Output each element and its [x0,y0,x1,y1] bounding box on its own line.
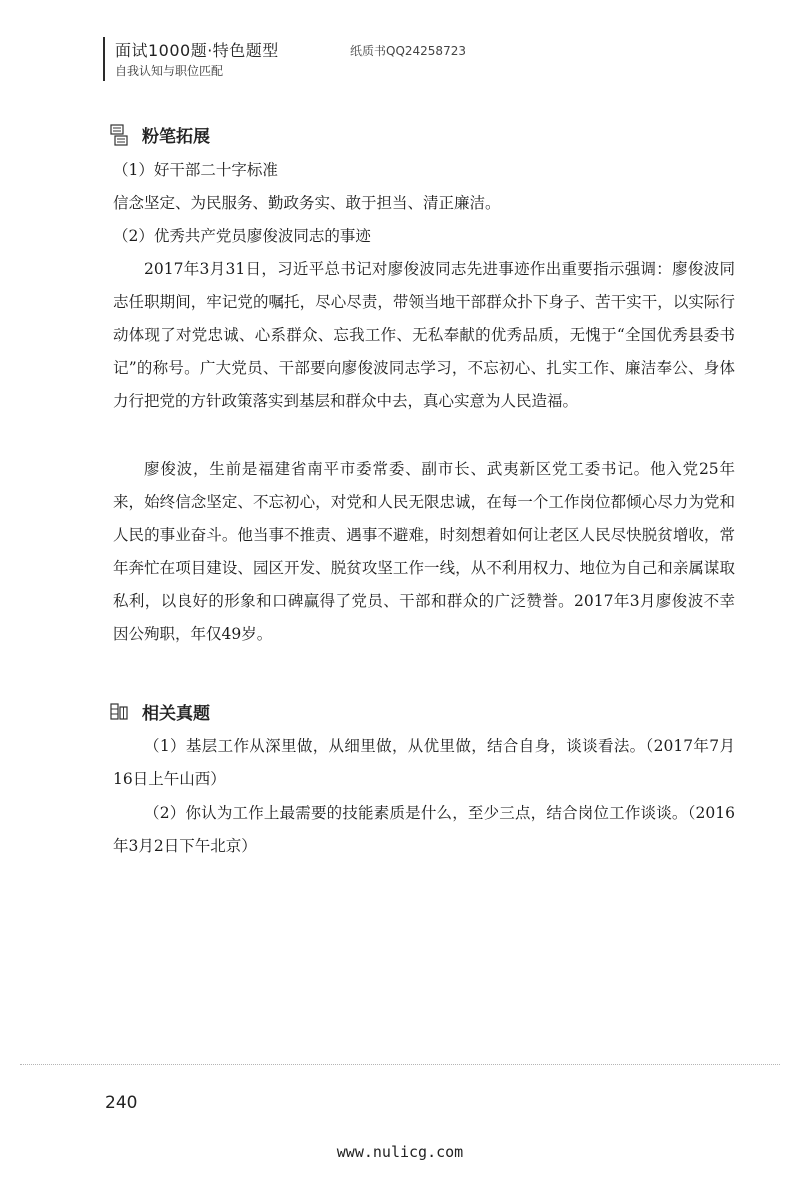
running-header-subtitle: 自我认知与职位匹配 [115,64,224,78]
item1-text: 信念坚定、为民服务、勤政务实、敢于担当、清正廉洁。 [113,194,501,212]
section-title-extension: 粉笔拓展 [142,127,210,147]
watermark-text: 纸质书QQ24258723 [350,44,466,58]
page-number: 240 [105,1093,138,1113]
section-title-related: 相关真题 [142,704,210,724]
item1-heading: （1）好干部二十字标准 [113,161,278,179]
footer-url: www.nulicg.com [336,1143,464,1161]
page-icon [110,124,128,146]
running-header-title: 面试1000题·特色题型 [115,41,279,60]
footer-divider [20,1064,780,1065]
related-question-1: （1）基层工作从深里做，从细里做，从优里做，结合自身，谈谈看法。（2017年7月16日上午山西） [113,737,735,788]
section-heading-related [110,699,210,724]
related-question-2: （2）你认为工作上最需要的技能素质是什么，至少三点，结合岗位工作谈谈。（2016年3月2日下午北京） [113,804,735,855]
section-heading-extension [110,122,210,147]
item2-heading: （2）优秀共产党员廖俊波同志的事迹 [113,227,371,245]
header-rule [103,37,105,81]
paragraph-liao-biography: 廖俊波，生前是福建省南平市委常委、副市长、武夷新区党工委书记。他入党25年来，始终信念坚定、不忘初心，对党和人民无限忠诚，在每一个工作岗位都倾心尽力为党和人民的事业奋斗。他当事不推责、遇事不避难，时刻想着如何让老区人民尽快脱贫增收，常年奔忙在项目建设、园区开发、脱贫攻坚工作一线，从不利用权力、地位为自己和亲属谋取私利，以良好的形象和口碑赢得了党员、干部和群众的广泛赞誉。2017年3月廖俊波不幸因公殉职，年仅49岁。 [113,460,735,643]
question-icon [110,701,128,723]
paragraph-liao-instruction: 2017年3月31日，习近平总书记对廖俊波同志先进事迹作出重要指示强调：廖俊波同志任职期间，牢记党的嘱托，尽心尽责，带领当地干部群众扑下身子、苦干实干，以实际行动体现了对党忠诚、心系群众、忘我工作、无私奉献的优秀品质，无愧于“全国优秀县委书记”的称号。广大党员、干部要向廖俊波同志学习，不忘初心、扎实工作、廉洁奉公、身体力行把党的方针政策落实到基层和群众中去，真心实意为人民造福。 [113,260,735,410]
